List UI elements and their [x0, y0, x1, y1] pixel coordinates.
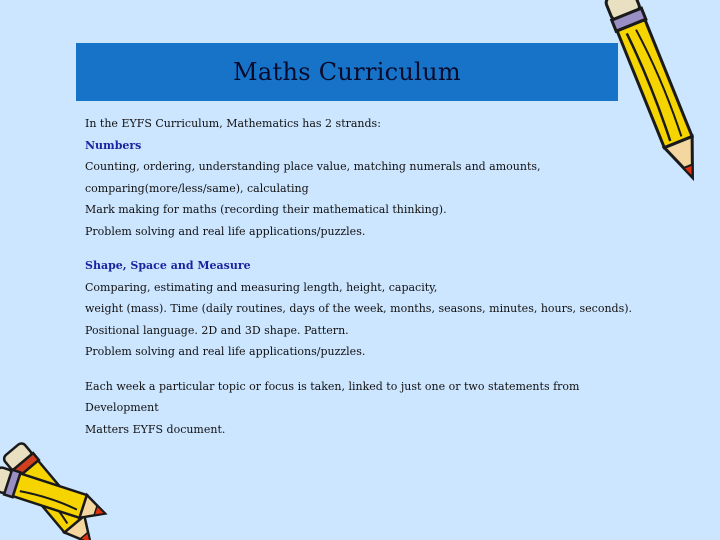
numbers-line: comparing(more/less/same), calculating	[85, 181, 309, 195]
shape-line: Problem solving and real life applications/puzzles.	[85, 345, 366, 358]
spacer	[85, 242, 645, 255]
title-bar	[76, 43, 618, 101]
intro-text: In the EYFS Curriculum, Mathematics has 2 strands:	[85, 117, 381, 130]
shape-line: Positional language. 2D and 3D shape. Pattern.	[85, 323, 349, 337]
section-heading-numbers: Numbers	[85, 138, 142, 152]
pencil-icon	[596, 0, 720, 185]
spacer	[85, 363, 645, 376]
shape-line: Comparing, estimating and measuring length, height, capacity,	[85, 280, 438, 294]
closing-line: Matters EYFS document.	[85, 422, 226, 436]
numbers-line: Counting, ordering, understanding place value, matching numerals and amounts,	[85, 160, 541, 173]
section-heading-shape: Shape, Space and Measure	[85, 259, 251, 272]
page-title: Maths Curriculum	[233, 58, 461, 86]
numbers-line: Problem solving and real life applications/puzzles.	[85, 224, 366, 238]
pencils-icon	[0, 435, 110, 540]
numbers-line: Mark making for maths (recording their mathematical thinking).	[85, 203, 447, 216]
shape-line: weight (mass). Time (daily routines, days of the week, months, seasons, minutes, hours, seconds).	[85, 302, 633, 315]
slide-content	[85, 113, 645, 440]
closing-line: Each week a particular topic or focus is taken, linked to just one or two statements from Development	[85, 379, 580, 414]
